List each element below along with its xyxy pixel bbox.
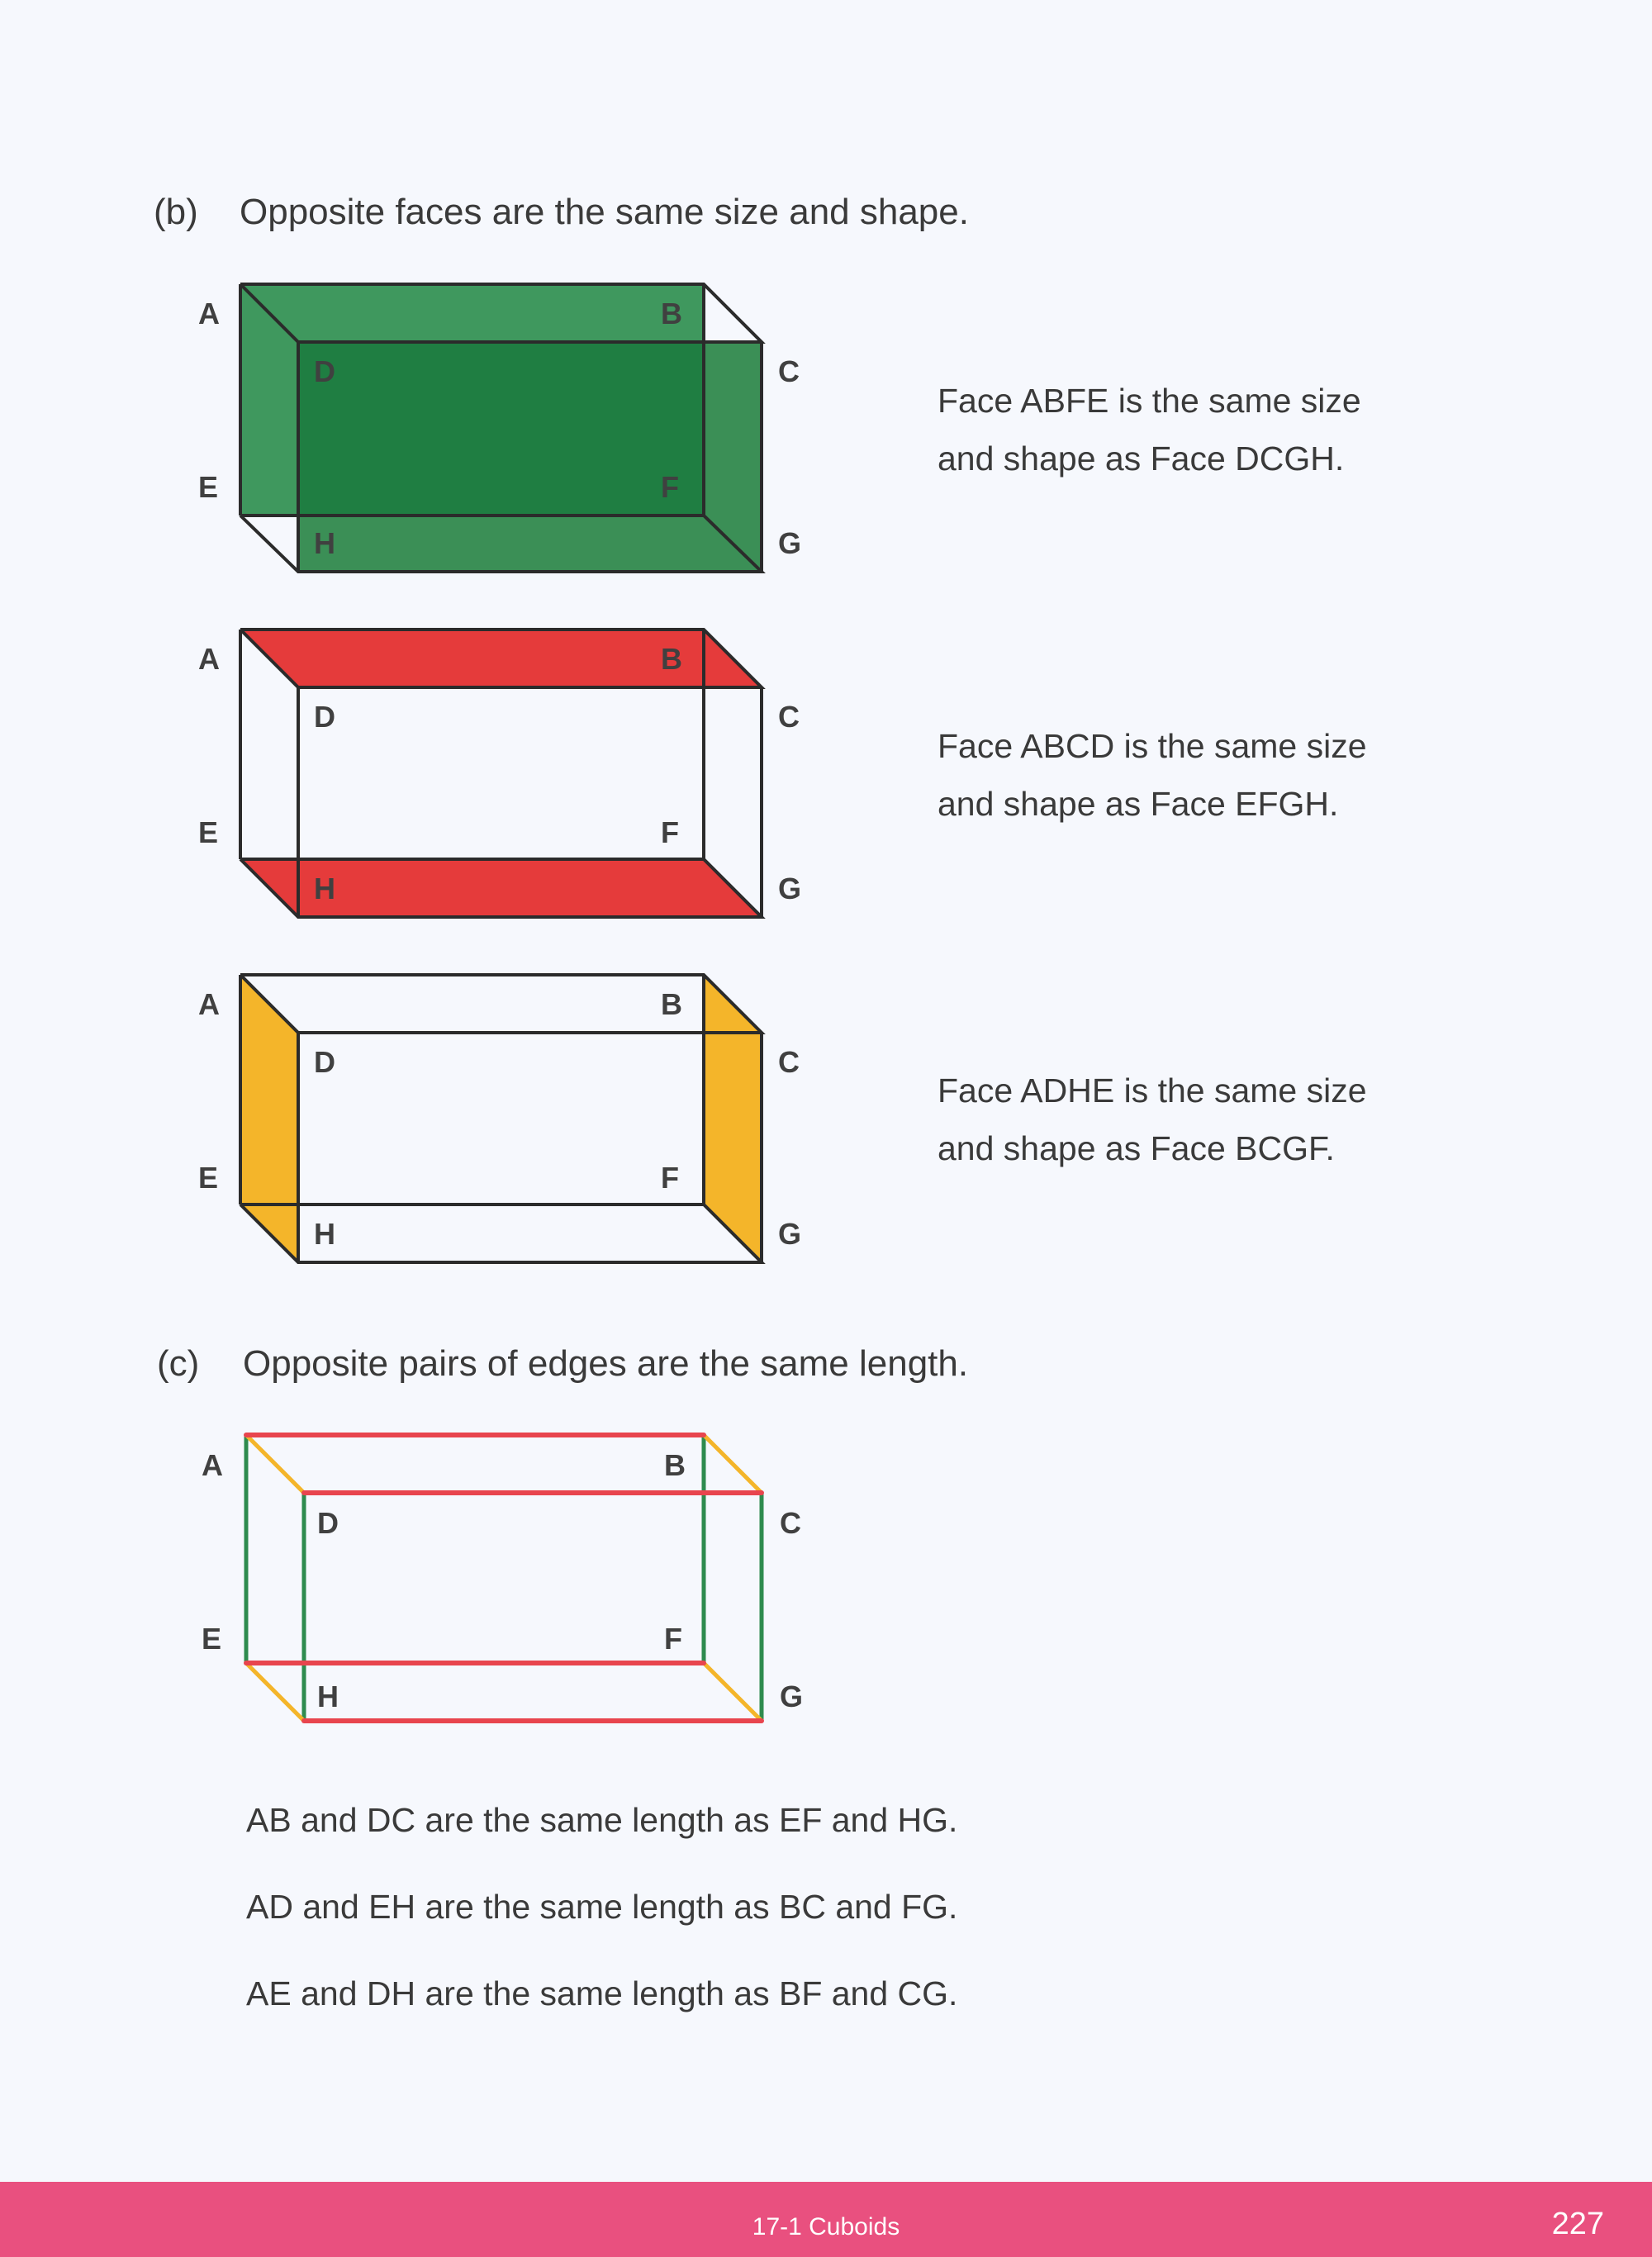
svg-text:D: D bbox=[314, 354, 335, 388]
svg-text:C: C bbox=[780, 1506, 801, 1540]
svg-text:A: A bbox=[198, 987, 220, 1021]
svg-text:E: E bbox=[202, 1622, 222, 1656]
section-c-heading bbox=[157, 1343, 968, 1385]
chapter-title: 17-1 Cuboids bbox=[752, 2213, 900, 2240]
svg-text:H: H bbox=[314, 526, 335, 560]
svg-text:F: F bbox=[661, 1161, 679, 1195]
edge-statement-2: AD and EH are the same length as BC and FG. bbox=[246, 1888, 958, 1926]
desc-line: Face ABFE is the same size bbox=[938, 382, 1361, 420]
cuboid-figure-front-back bbox=[190, 273, 851, 587]
svg-text:A: A bbox=[202, 1448, 223, 1482]
svg-text:D: D bbox=[317, 1506, 339, 1540]
svg-text:C: C bbox=[778, 1045, 800, 1079]
svg-text:G: G bbox=[778, 526, 802, 560]
edge-statement-3: AE and DH are the same length as BF and CG. bbox=[246, 1974, 958, 2012]
svg-text:E: E bbox=[198, 815, 219, 849]
cuboid-figure-top-bottom bbox=[190, 620, 851, 934]
svg-text:H: H bbox=[317, 1680, 339, 1713]
cuboid-figure-sides bbox=[190, 967, 851, 1281]
svg-text:G: G bbox=[778, 1217, 802, 1251]
figure-2-description bbox=[938, 717, 1367, 833]
figure-1-description bbox=[938, 372, 1361, 487]
svg-text:E: E bbox=[198, 470, 219, 504]
svg-text:G: G bbox=[780, 1680, 804, 1713]
svg-text:B: B bbox=[664, 1448, 686, 1482]
svg-text:H: H bbox=[314, 872, 335, 905]
svg-text:D: D bbox=[314, 1045, 335, 1079]
svg-text:G: G bbox=[778, 872, 802, 905]
svg-text:B: B bbox=[661, 297, 682, 330]
svg-text:B: B bbox=[661, 642, 682, 676]
svg-text:A: A bbox=[198, 297, 220, 330]
desc-line: and shape as Face EFGH. bbox=[938, 785, 1339, 823]
figure-3-description bbox=[938, 1062, 1367, 1177]
desc-line: and shape as Face DCGH. bbox=[938, 440, 1345, 478]
desc-line: Face ABCD is the same size bbox=[938, 727, 1367, 765]
section-b-title: Opposite faces are the same size and shape. bbox=[240, 192, 969, 232]
svg-text:F: F bbox=[661, 815, 679, 849]
svg-text:B: B bbox=[661, 987, 682, 1021]
svg-text:E: E bbox=[198, 1161, 219, 1195]
svg-text:F: F bbox=[661, 470, 679, 504]
cuboid-figure-edges bbox=[190, 1421, 851, 1735]
section-c-title: Opposite pairs of edges are the same length. bbox=[243, 1343, 969, 1384]
svg-text:D: D bbox=[314, 700, 335, 734]
svg-text:C: C bbox=[778, 700, 800, 734]
page-number: 227 bbox=[1551, 2207, 1604, 2241]
section-b-label: (b) bbox=[154, 192, 198, 232]
edge-statement-1: AB and DC are the same length as EF and HG. bbox=[246, 1801, 958, 1839]
svg-text:A: A bbox=[198, 642, 220, 676]
section-b-heading bbox=[154, 192, 969, 233]
svg-text:C: C bbox=[778, 354, 800, 388]
desc-line: and shape as Face BCGF. bbox=[938, 1129, 1335, 1167]
svg-text:F: F bbox=[664, 1622, 682, 1656]
svg-text:H: H bbox=[314, 1217, 335, 1251]
section-c-label: (c) bbox=[157, 1343, 200, 1384]
page-footer bbox=[0, 2182, 1652, 2257]
desc-line: Face ADHE is the same size bbox=[938, 1071, 1367, 1109]
